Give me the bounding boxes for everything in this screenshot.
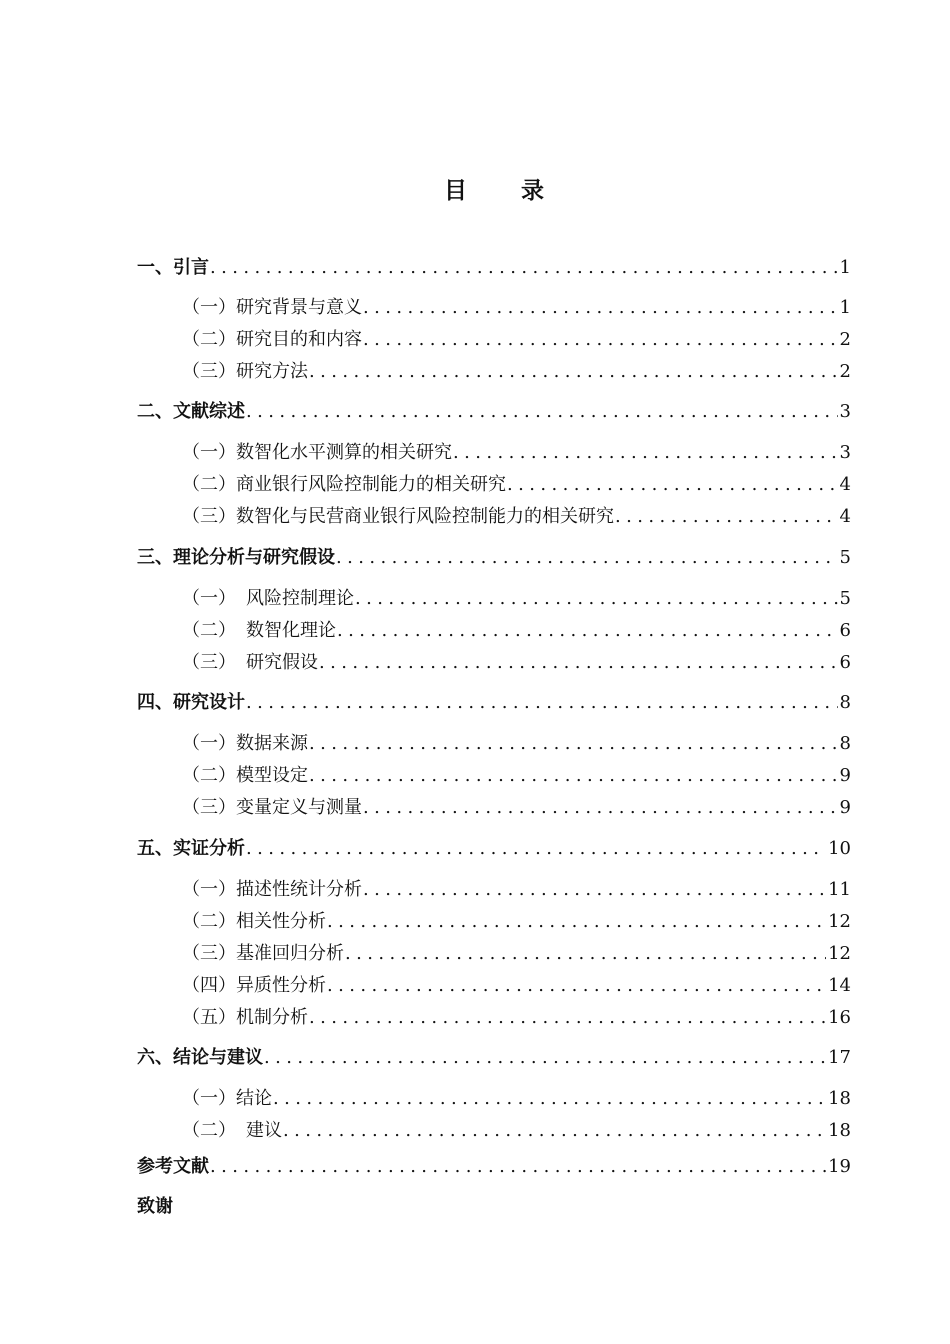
dot-leader <box>615 504 838 530</box>
toc-label: 建议 <box>246 1120 282 1141</box>
toc-entry-section[interactable] <box>182 877 851 903</box>
dot-leader <box>363 795 838 821</box>
toc-page-number: 3 <box>839 442 851 463</box>
toc-page-number: 14 <box>828 975 851 996</box>
toc-number: （二） <box>182 474 236 495</box>
toc-entry-section[interactable] <box>182 1118 851 1144</box>
dot-leader <box>336 545 838 571</box>
toc-number: （三） <box>182 943 236 964</box>
dot-leader <box>246 399 838 425</box>
toc-number: （二） <box>182 765 236 786</box>
toc-entry-chapter-2[interactable] <box>137 399 851 425</box>
dot-leader <box>337 618 838 644</box>
dot-leader <box>264 1045 826 1071</box>
dot-leader <box>453 440 838 466</box>
toc-page-number: 19 <box>828 1156 851 1177</box>
toc-entry-section[interactable] <box>182 941 851 967</box>
toc-label: 研究方法 <box>236 361 308 382</box>
title-char-right: 录 <box>521 178 546 204</box>
toc-entry-section[interactable] <box>182 440 851 466</box>
dot-leader <box>210 255 838 281</box>
toc-entry-chapter-4[interactable] <box>137 690 851 716</box>
toc-number: （一） <box>182 588 236 609</box>
toc-page-number: 18 <box>828 1120 851 1141</box>
toc-number: 二、 <box>137 401 173 422</box>
toc-label: 参考文献 <box>137 1156 209 1177</box>
toc-label: 商业银行风险控制能力的相关研究 <box>236 474 506 495</box>
toc-entry-acknowledgements[interactable] <box>137 1194 851 1220</box>
toc-number: （二） <box>182 1120 236 1141</box>
toc-label: 实证分析 <box>173 838 245 859</box>
toc-number: （三） <box>182 652 236 673</box>
toc-number: （三） <box>182 797 236 818</box>
toc-page-number: 1 <box>839 297 851 318</box>
dot-leader <box>363 877 826 903</box>
toc-page-number: 9 <box>839 765 851 786</box>
dot-leader <box>507 472 838 498</box>
toc-entry-section[interactable] <box>182 504 851 530</box>
dot-leader <box>273 1086 826 1112</box>
toc-page-number: 2 <box>839 361 851 382</box>
toc-page-number: 5 <box>839 588 851 609</box>
toc-label: 数智化水平测算的相关研究 <box>236 442 452 463</box>
toc-label: 风险控制理论 <box>246 588 354 609</box>
toc-number: （一） <box>182 733 236 754</box>
dot-leader <box>327 909 826 935</box>
toc-number: 三、 <box>137 547 173 568</box>
toc-label: 致谢 <box>137 1196 173 1217</box>
toc-label: 研究目的和内容 <box>236 329 362 350</box>
toc-number: （一） <box>182 442 236 463</box>
toc-entry-section[interactable] <box>182 359 851 385</box>
toc-number: （一） <box>182 879 236 900</box>
toc-label: 数智化理论 <box>246 620 336 641</box>
dot-leader <box>309 1005 826 1031</box>
toc-label: 引言 <box>173 257 209 278</box>
toc-page-number: 18 <box>828 1088 851 1109</box>
toc-entry-section[interactable] <box>182 973 851 999</box>
toc-number: 五、 <box>137 838 173 859</box>
dot-leader <box>355 586 838 612</box>
toc-label: 基准回归分析 <box>236 943 344 964</box>
dot-leader <box>210 1154 826 1180</box>
toc-page-number: 6 <box>839 652 851 673</box>
toc-label: 描述性统计分析 <box>236 879 362 900</box>
toc-entry-section[interactable] <box>182 618 851 644</box>
toc-label: 变量定义与测量 <box>236 797 362 818</box>
toc-page-number: 4 <box>839 506 851 527</box>
toc-page-number: 5 <box>839 547 851 568</box>
toc-label: 结论 <box>236 1088 272 1109</box>
toc-entry-section[interactable] <box>182 795 851 821</box>
toc-entry-references[interactable] <box>137 1154 851 1180</box>
toc-page-number: 1 <box>839 257 851 278</box>
toc-number: 一、 <box>137 257 173 278</box>
toc-number: 四、 <box>137 692 173 713</box>
toc-entry-section[interactable] <box>182 327 851 353</box>
toc-number: （二） <box>182 329 236 350</box>
toc-entry-section[interactable] <box>182 763 851 789</box>
dot-leader <box>319 650 838 676</box>
toc-entry-section[interactable] <box>182 586 851 612</box>
toc-label: 研究设计 <box>173 692 245 713</box>
toc-page-number: 6 <box>839 620 851 641</box>
toc-entry-chapter-6[interactable] <box>137 1045 851 1071</box>
toc-entry-chapter-1[interactable] <box>137 255 851 281</box>
toc-page-number: 17 <box>828 1047 851 1068</box>
dot-leader <box>309 763 838 789</box>
toc-label: 数据来源 <box>236 733 308 754</box>
toc-entry-section[interactable] <box>182 731 851 757</box>
toc-number: （一） <box>182 1088 236 1109</box>
toc-entry-section[interactable] <box>182 909 851 935</box>
toc-label: 数智化与民营商业银行风险控制能力的相关研究 <box>236 506 614 527</box>
toc-entry-section[interactable] <box>182 1005 851 1031</box>
toc-number: （一） <box>182 297 236 318</box>
toc-page-number: 12 <box>828 943 851 964</box>
toc-number: （二） <box>182 911 236 932</box>
toc-entry-chapter-3[interactable] <box>137 545 851 571</box>
dot-leader <box>309 359 838 385</box>
toc-entry-section[interactable] <box>182 650 851 676</box>
toc-label: 机制分析 <box>236 1007 308 1028</box>
toc-label: 异质性分析 <box>236 975 326 996</box>
title-char-left: 目 <box>444 178 469 204</box>
toc-page-number: 9 <box>839 797 851 818</box>
toc-page-number: 8 <box>839 692 851 713</box>
dot-leader <box>363 327 838 353</box>
toc-number: 六、 <box>137 1047 173 1068</box>
toc-page-number: 3 <box>839 401 851 422</box>
dot-leader <box>283 1118 826 1144</box>
toc-page-number: 2 <box>839 329 851 350</box>
dot-leader <box>327 973 826 999</box>
toc-label: 结论与建议 <box>173 1047 263 1068</box>
toc-entry-chapter-5[interactable] <box>137 836 851 862</box>
toc-label: 文献综述 <box>173 401 245 422</box>
toc-label: 研究背景与意义 <box>236 297 362 318</box>
toc-entry-section[interactable] <box>182 295 851 321</box>
toc-page-number: 4 <box>839 474 851 495</box>
toc-number: （四） <box>182 975 236 996</box>
toc-entry-section[interactable] <box>182 1086 851 1112</box>
toc-number: （五） <box>182 1007 236 1028</box>
toc-label: 理论分析与研究假设 <box>173 547 335 568</box>
dot-leader <box>246 836 826 862</box>
toc-number: （三） <box>182 506 236 527</box>
toc-page-number: 12 <box>828 911 851 932</box>
page-title <box>0 172 950 205</box>
toc-number: （二） <box>182 620 236 641</box>
toc-label: 相关性分析 <box>236 911 326 932</box>
toc-page-number: 11 <box>828 879 851 900</box>
toc-label: 研究假设 <box>246 652 318 673</box>
dot-leader <box>246 690 838 716</box>
toc-entry-section[interactable] <box>182 472 851 498</box>
dot-leader <box>363 295 838 321</box>
toc-page-number: 8 <box>839 733 851 754</box>
dot-leader <box>309 731 838 757</box>
toc-page-number: 10 <box>828 838 851 859</box>
dot-leader <box>345 941 826 967</box>
toc-page-number: 16 <box>828 1007 851 1028</box>
toc-label: 模型设定 <box>236 765 308 786</box>
toc-number: （三） <box>182 361 236 382</box>
